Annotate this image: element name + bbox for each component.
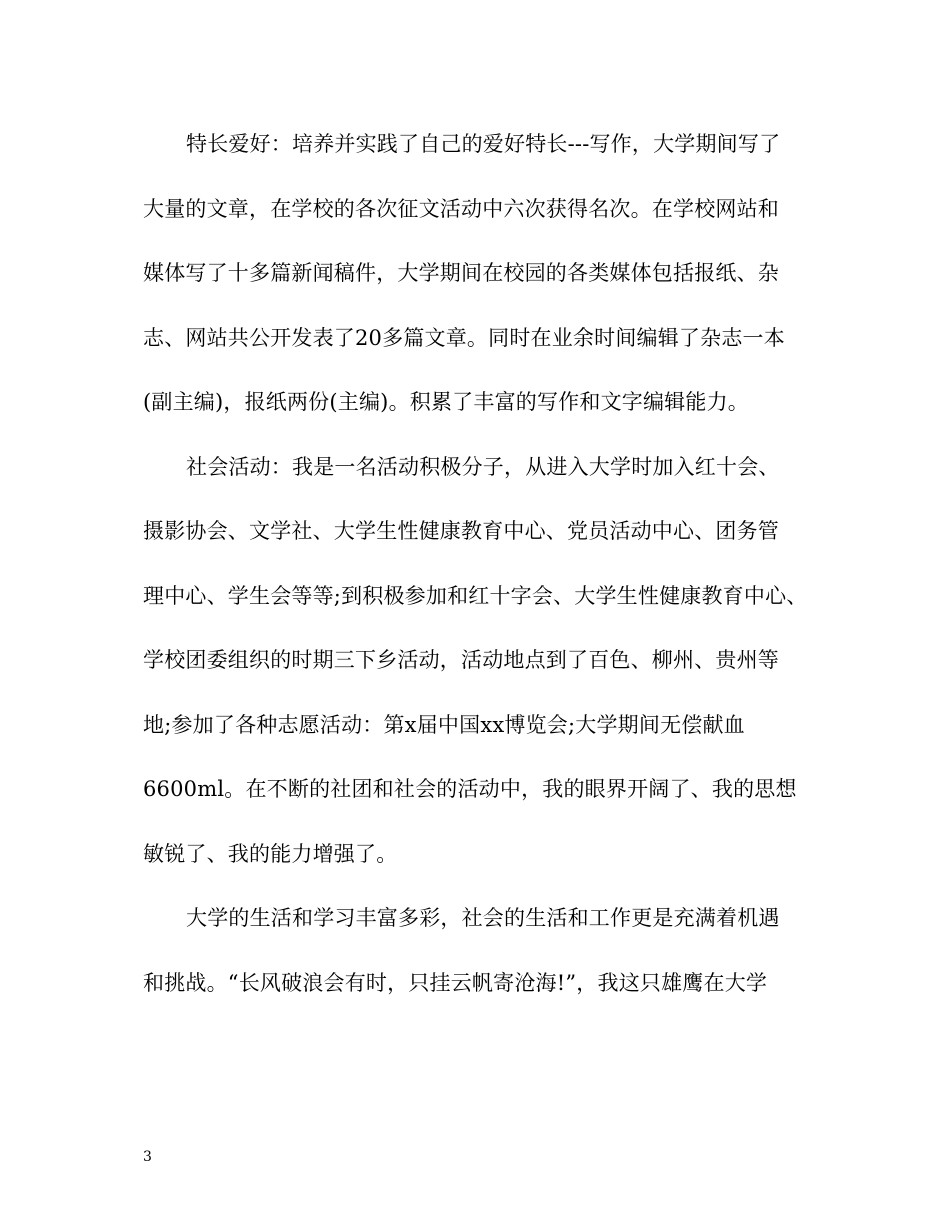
text-line: 特长爱好：培养并实践了自己的爱好特长---写作，大学期间写了 — [186, 132, 781, 156]
text-line: 理中心、学生会等等;到积极参加和红十字会、大学生性健康教育中心、 — [143, 583, 808, 608]
text-line: (副主编)，报纸两份(主编)。积累了丰富的写作和文字编辑能力。 — [143, 390, 749, 414]
text-line: 和挑战。“长风破浪会有时，只挂云帆寄沧海!”，我这只雄鹰在大学 — [143, 970, 768, 995]
text-line: 志、网站共公开发表了20多篇文章。同时在业余时间编辑了杂志一本 — [143, 325, 785, 350]
document-body — [143, 122, 815, 1025]
text-line: 学校团委组织的时期三下乡活动，活动地点到了百色、柳州、贵州等 — [143, 648, 779, 672]
text-line: 大量的文章，在学校的各次征文活动中六次获得名次。在学校网站和 — [143, 196, 779, 221]
text-line: 敏锐了、我的能力增强了。 — [143, 841, 398, 866]
text-line: 6600ml。在不断的社团和社会的活动中，我的眼界开阔了、我的思想 — [143, 777, 797, 801]
page-number: 3 — [143, 1149, 152, 1165]
text-line: 摄影协会、文学社、大学生性健康教育中心、党员活动中心、团务管 — [143, 519, 779, 543]
text-line: 地;参加了各种志愿活动：第x届中国xx博览会;大学期间无偿献血 — [143, 712, 745, 737]
text-line: 大学的生活和学习丰富多彩，社会的生活和工作更是充满着机遇 — [186, 906, 780, 930]
text-line: 社会活动：我是一名活动积极分子，从进入大学时加入红十会、 — [186, 454, 780, 479]
text-line: 媒体写了十多篇新闻稿件，大学期间在校园的各类媒体包括报纸、杂 — [143, 261, 779, 285]
